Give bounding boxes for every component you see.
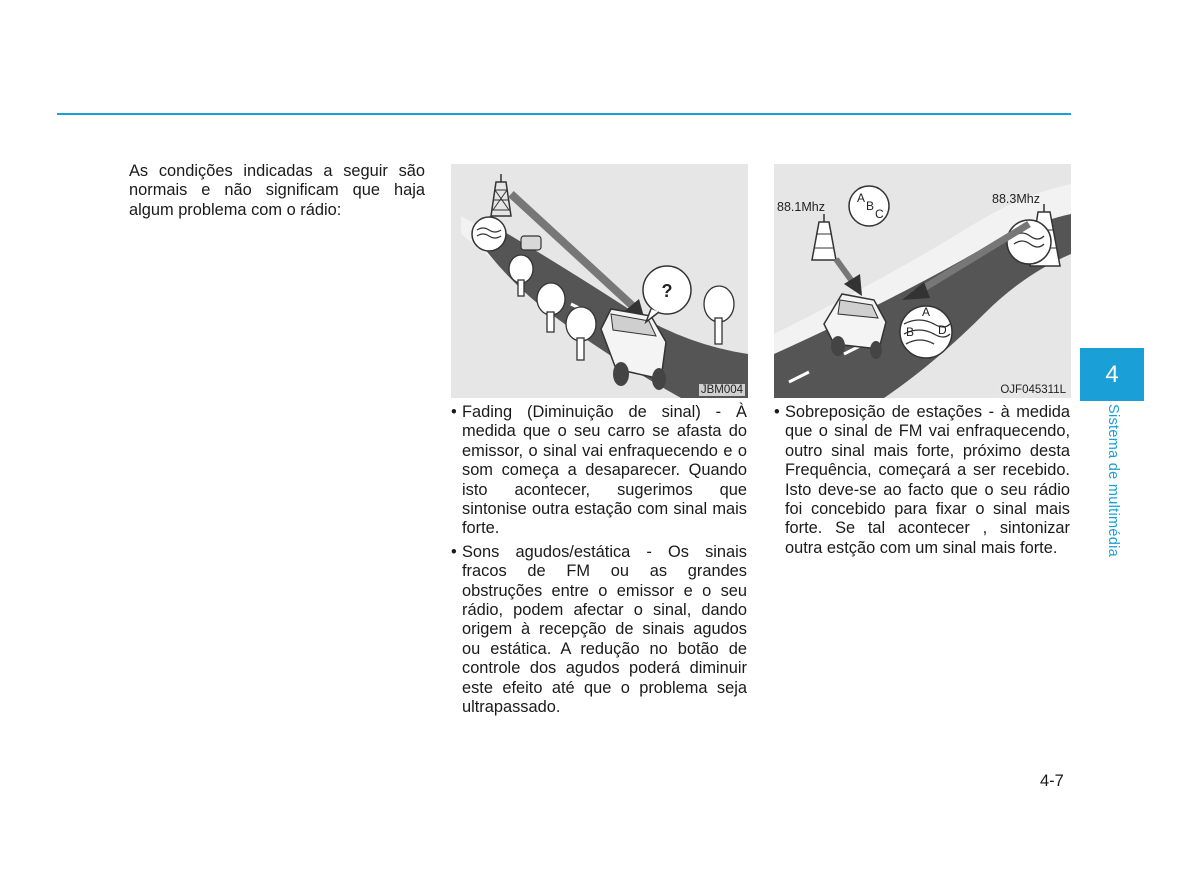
station-letter-a: A bbox=[922, 305, 931, 319]
list-item-text: Fading (Diminuição de sinal) - À medida que o seu carro se afasta do emissor, o sinal vai enfraquecendo e o som começa a desaparecer. Quando isto acontecer, sugerimos que sintonise outra estação com sinal mais forte. bbox=[462, 403, 747, 538]
bullet-dot: • bbox=[451, 542, 457, 561]
bubble-letter-b: B bbox=[866, 199, 875, 213]
bubble-letter-a: A bbox=[857, 191, 866, 205]
radio-tower-left-icon bbox=[812, 214, 836, 260]
figure-code: OJF045311L bbox=[1000, 384, 1066, 396]
question-mark: ? bbox=[661, 281, 673, 301]
bullet-list-left bbox=[451, 403, 747, 722]
list-item bbox=[774, 403, 1070, 558]
list-item bbox=[451, 403, 747, 539]
figure-code: JBM004 bbox=[700, 384, 743, 396]
bullet-dot: • bbox=[774, 403, 780, 421]
chapter-title: Sistema de multimédia bbox=[1105, 404, 1121, 557]
radio-tower-icon bbox=[491, 174, 511, 216]
figure-station-overlap bbox=[774, 164, 1071, 398]
bullet-dot: • bbox=[451, 403, 457, 421]
list-item-text: Sobreposição de estações - à medida que o sinal de FM vai enfraquecendo, outro sinal mais forte, próximo desta Frequência, começará a ser recebido. Isto deve-se ao facto que o seu rádio foi concebido para fixar o sinal mais forte. Se tal acontecer , sintonizar outra estção com um sinal mais forte. bbox=[785, 403, 1070, 557]
frequency-right: 88.3Mhz bbox=[992, 192, 1040, 206]
page-number: 4-7 bbox=[1040, 772, 1064, 790]
header-rule bbox=[57, 113, 1071, 115]
station-letter-d: D bbox=[938, 323, 947, 337]
frequency-left: 88.1Mhz bbox=[777, 200, 825, 214]
list-item-text: Sons agudos/estática - Os sinais fracos de FM ou as grandes obstruções entre o emissor e o seu rádio, podem afectar o sinal, dando origem à recepção de sinais agudos ou estática. A redução no botão de controle dos agudos poderá diminuir este efeito até que o problema seja ultrapassado. bbox=[462, 542, 747, 717]
chapter-tab: 4 bbox=[1080, 348, 1144, 401]
station-letter-b: B bbox=[906, 325, 915, 339]
overlap-illustration bbox=[774, 164, 1071, 398]
signal-bubble-icon bbox=[472, 217, 506, 251]
fading-illustration bbox=[451, 164, 748, 398]
bubble-letter-c: C bbox=[875, 207, 884, 221]
intro-paragraph: As condições indicadas a seguir são normais e não significam que haja algum problema com o rádio: bbox=[129, 162, 425, 219]
figure-fading bbox=[451, 164, 748, 398]
bullet-list-right bbox=[774, 403, 1070, 562]
list-item bbox=[451, 543, 747, 718]
car-icon bbox=[601, 309, 666, 390]
